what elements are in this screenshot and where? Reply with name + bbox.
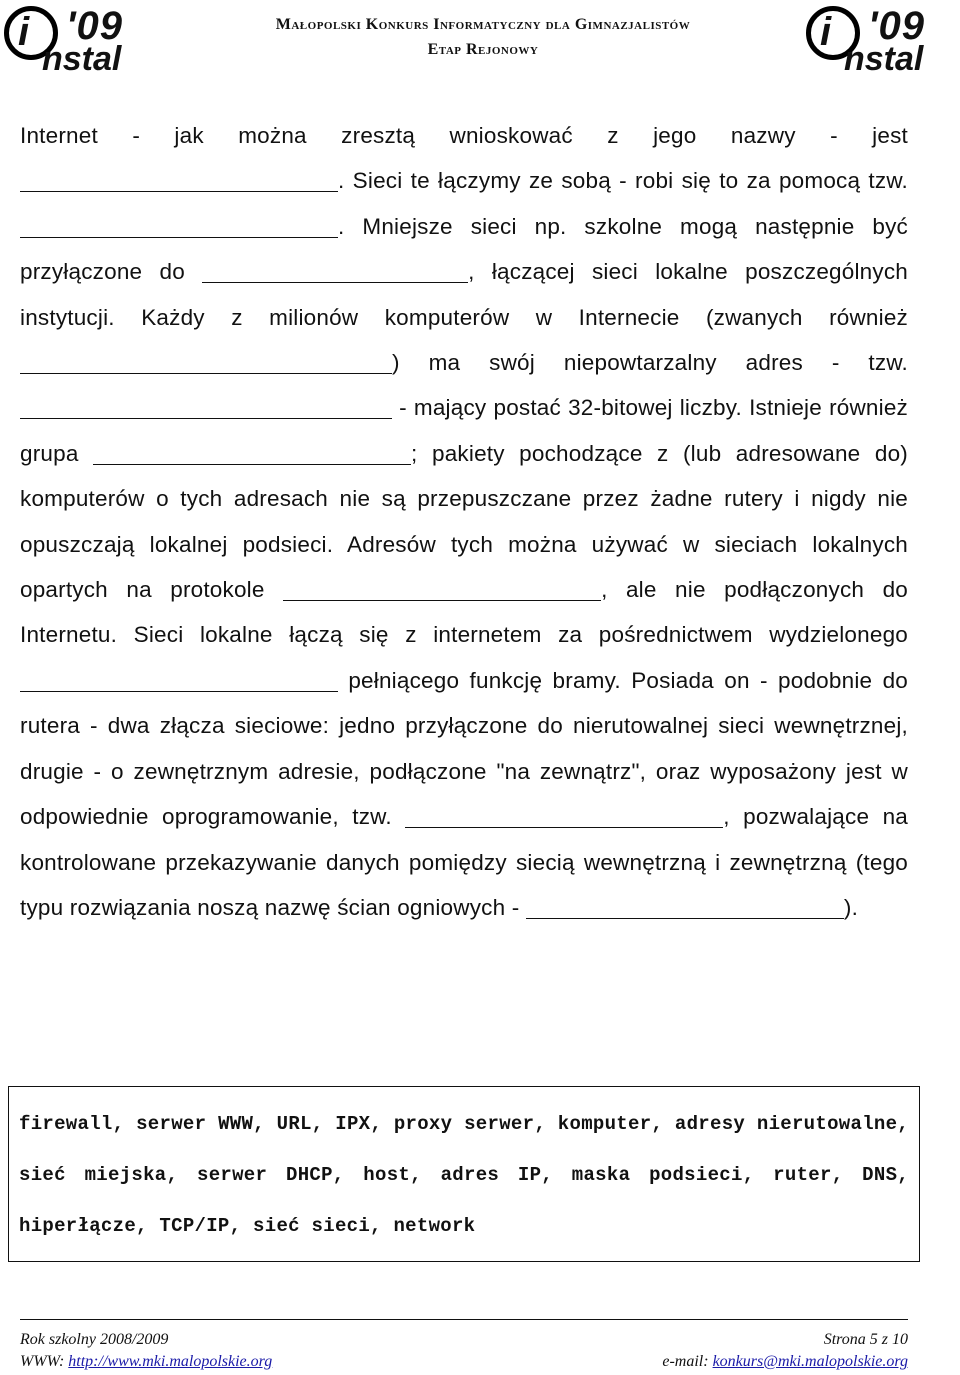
logo-right xyxy=(806,4,960,78)
footer-email xyxy=(662,1353,908,1371)
answer-blank-7[interactable] xyxy=(283,578,601,602)
logo-year: '09 xyxy=(66,4,124,48)
logo-left xyxy=(4,4,164,78)
footer-row-2 xyxy=(20,1353,908,1371)
footer-school-year: Rok szkolny 2008/2009 xyxy=(20,1331,169,1348)
answer-blank-8[interactable] xyxy=(20,668,338,692)
paragraph-text: - mający postać 32-bitowej liczby. Istnieje również grupa xyxy=(20,395,909,466)
paragraph-text: pełniącego funkcję bramy. Posiada on - podobnie do rutera - dwa złącza sieciowe: jedno przyłączone do nierutowalnej sieci wewnętrznej, drugie - o zewnętrznym adresie, podłączone "na zewnątrz", oraz wyposażony jest w odpowiednie oprogramowanie, tzw. xyxy=(20,667,908,830)
paragraph-text: Internet - jak można zresztą wnioskować z jego nazwy - jest xyxy=(20,123,908,148)
logo-letter: i xyxy=(820,10,832,54)
logo-word: nstal xyxy=(42,40,122,78)
word-bank-box xyxy=(8,1086,920,1262)
answer-blank-6[interactable] xyxy=(93,441,411,465)
answer-blank-2[interactable] xyxy=(20,214,338,238)
paragraph-text: . Mniejsze sieci np. szkolne mogą następnie być przyłączone do xyxy=(20,213,908,285)
paragraph-text: , łączącej sieci lokalne poszczególnych instytucji. Każdy z milionów komputerów w Internecie (zwanych również xyxy=(20,259,909,330)
word-bank-text: firewall, serwer WWW, URL, IPX, proxy serwer, komputer, adresy nierutowalne, sieć miejska, serwer DHCP, host, adres IP, maska podsieci, ruter, DNS, hiperłącze, TCP/IP, sieć sieci, network xyxy=(19,1113,909,1237)
logo-word: nstal xyxy=(844,40,924,78)
header-title-line2: Etap Rejonowy xyxy=(427,41,539,58)
exercise-paragraph xyxy=(20,113,908,930)
footer-www xyxy=(20,1353,272,1371)
footer-page-number: Strona 5 z 10 xyxy=(823,1331,908,1348)
paragraph-text: , pozwalające na kontrolowane przekazywanie danych pomiędzy siecią wewnętrzną i zewnętrzną (tego typu rozwiązania noszą nazwę ścian ogniowych - xyxy=(20,804,909,920)
answer-blank-1[interactable] xyxy=(20,169,338,193)
footer-row-1 xyxy=(20,1331,908,1349)
answer-blank-9[interactable] xyxy=(405,805,723,829)
footer-email-label: e-mail: xyxy=(662,1353,709,1370)
answer-blank-10[interactable] xyxy=(526,895,844,919)
header-title xyxy=(168,12,798,62)
paragraph-text: ) ma swój niepowtarzalny adres - tzw. xyxy=(392,350,908,376)
answer-blank-5[interactable] xyxy=(20,396,392,420)
logo-letter: i xyxy=(18,10,30,54)
answer-blank-4[interactable] xyxy=(20,351,392,375)
header-title-line1: Małopolski Konkurs Informatyczny dla Gimnazjalistów xyxy=(275,16,691,33)
footer-www-label: WWW: xyxy=(20,1353,65,1370)
footer-divider xyxy=(20,1319,908,1320)
paragraph-text: , ale nie podłączonych do Internetu. Sieci lokalne łączą się z internetem za pośrednictwem wydzielonego xyxy=(20,577,908,648)
footer-email-link[interactable]: konkurs@mki.malopolskie.org xyxy=(712,1353,908,1370)
answer-blank-3[interactable] xyxy=(202,260,468,284)
logo-year: '09 xyxy=(868,4,926,48)
footer-www-link[interactable]: http://www.mki.malopolskie.org xyxy=(68,1353,273,1370)
paragraph-text: ). xyxy=(843,894,859,920)
paragraph-text: . Sieci te łączymy ze sobą - robi się to za pomocą tzw. xyxy=(338,168,908,194)
paragraph-text: ; pakiety pochodzące z (lub adresowane do) komputerów o tych adresach nie są przepuszczane przez żadne rutery i nigdy nie opuszczają lokalnej podsieci. Adresów tych można używać w sieciach lokalnych opartych na protokole xyxy=(20,440,908,603)
